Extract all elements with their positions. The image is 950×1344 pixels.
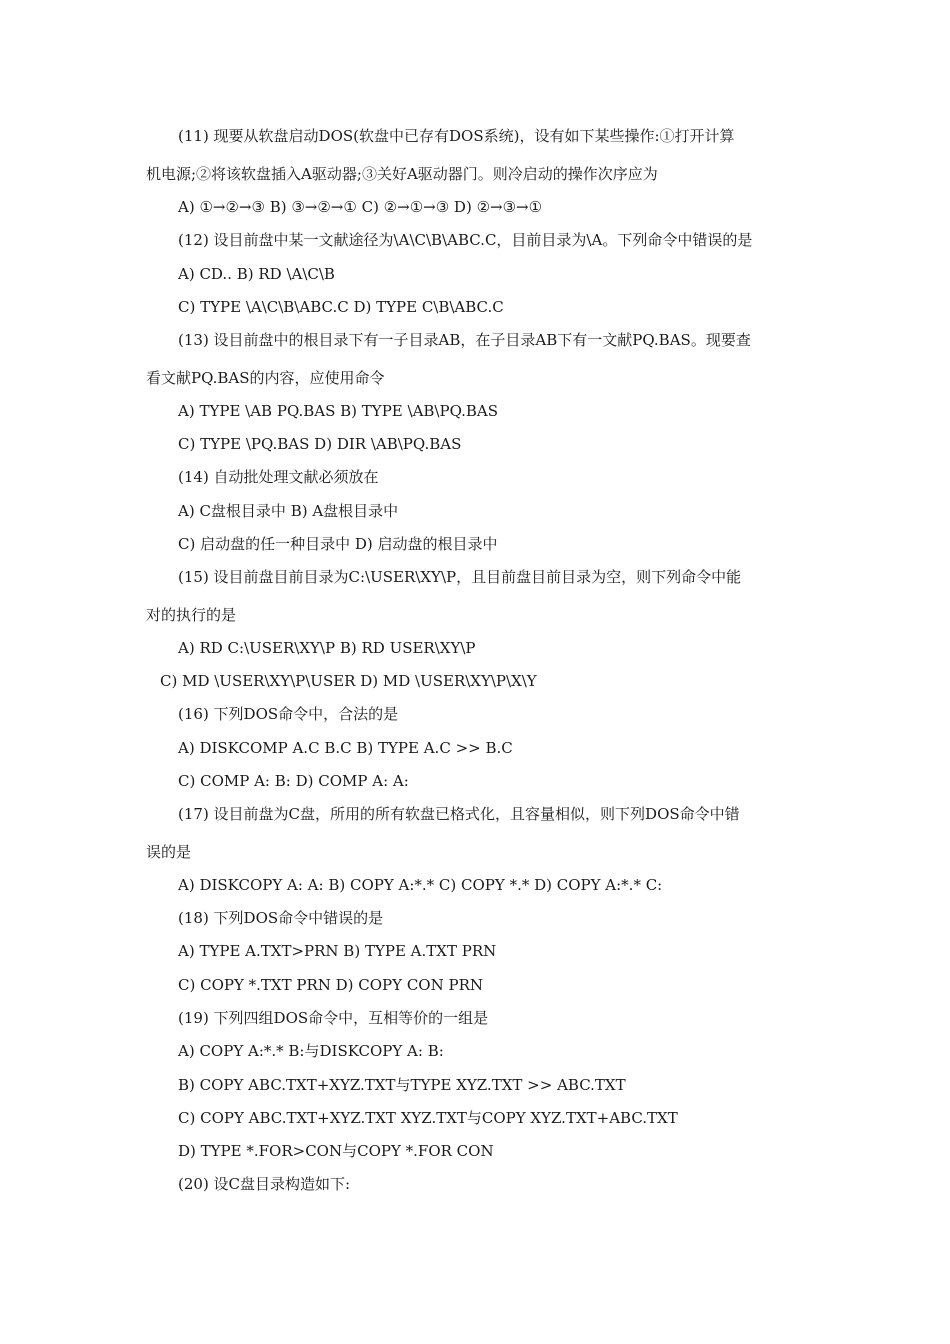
question-13-line-2: 看文献PQ.BAS的内容，应使用命令 bbox=[146, 369, 385, 387]
question-19-option-c: C) COPY ABC.TXT+XYZ.TXT XYZ.TXT与COPY XYZ.TXT+ABC.TXT bbox=[178, 1109, 678, 1127]
question-18-options-cd: C) COPY *.TXT PRN D) COPY CON PRN bbox=[178, 976, 484, 994]
question-19-option-a: A) COPY A:*.* B:与DISKCOPY A: B: bbox=[178, 1042, 444, 1060]
question-19-option-d: D) TYPE *.FOR>CON与COPY *.FOR CON bbox=[178, 1142, 494, 1160]
question-20-line-1: (20) 设C盘目录构造如下: bbox=[178, 1175, 351, 1193]
question-13-options-ab: A) TYPE \AB PQ.BAS B) TYPE \AB\PQ.BAS bbox=[178, 402, 499, 420]
question-18-options-ab: A) TYPE A.TXT>PRN B) TYPE A.TXT PRN bbox=[178, 942, 497, 960]
question-19-line-1: (19) 下列四组DOS命令中，互相等价的一组是 bbox=[178, 1009, 489, 1027]
question-18-line-1: (18) 下列DOS命令中错误的是 bbox=[178, 909, 384, 927]
question-11-line-1: (11) 现要从软盘启动DOS(软盘中已存有DOS系统)，设有如下某些操作:①打开计算 bbox=[178, 127, 735, 145]
question-15-options-ab: A) RD C:\USER\XY\P B) RD USER\XY\P bbox=[178, 639, 476, 657]
question-15-line-1: (15) 设目前盘目前目录为C:\USER\XY\P，且目前盘目前目录为空，则下列命令中能 bbox=[178, 568, 742, 586]
question-12-options-cd: C) TYPE \A\C\B\ABC.C D) TYPE C\B\ABC.C bbox=[178, 298, 504, 316]
question-15-line-2: 对的执行的是 bbox=[146, 606, 237, 624]
question-17-options: A) DISKCOPY A: A: B) COPY A:*.* C) COPY *.* D) COPY A:*.* C: bbox=[178, 876, 663, 894]
question-17-line-1: (17) 设目前盘为C盘，所用的所有软盘已格式化，且容量相似，则下列DOS命令中错 bbox=[178, 805, 740, 823]
question-16-options-cd: C) COMP A: B: D) COMP A: A: bbox=[178, 772, 409, 790]
question-16-options-ab: A) DISKCOMP A.C B.C B) TYPE A.C >> B.C bbox=[178, 739, 513, 757]
question-13-options-cd: C) TYPE \PQ.BAS D) DIR \AB\PQ.BAS bbox=[178, 435, 462, 453]
question-17-line-2: 误的是 bbox=[146, 843, 192, 861]
question-16-line-1: (16) 下列DOS命令中，合法的是 bbox=[178, 705, 399, 723]
question-13-line-1: (13) 设目前盘中的根目录下有一子目录AB，在子目录AB下有一文献PQ.BAS。现要查 bbox=[178, 331, 751, 349]
question-11-options: A) ①→②→③ B) ③→②→① C) ②→①→③ D) ②→③→① bbox=[178, 198, 543, 216]
question-14-options-cd: C) 启动盘的任一种目录中 D) 启动盘的根目录中 bbox=[178, 535, 498, 553]
question-14-line-1: (14) 自动批处理文献必须放在 bbox=[178, 468, 379, 486]
question-15-options-cd: C) MD \USER\XY\P\USER D) MD \USER\XY\P\X\Y bbox=[160, 672, 537, 690]
question-12-line-1: (12) 设目前盘中某一文献途径为\A\C\B\ABC.C，目前目录为\A。下列命令中错误的是 bbox=[178, 231, 753, 249]
question-12-options-ab: A) CD.. B) RD \A\C\B bbox=[178, 265, 335, 283]
question-19-option-b: B) COPY ABC.TXT+XYZ.TXT与TYPE XYZ.TXT >> ABC.TXT bbox=[178, 1076, 626, 1094]
question-14-options-ab: A) C盘根目录中 B) A盘根目录中 bbox=[178, 502, 399, 520]
question-11-line-2: 机电源;②将该软盘插入A驱动器;③关好A驱动器门。则冷启动的操作次序应为 bbox=[146, 165, 658, 183]
